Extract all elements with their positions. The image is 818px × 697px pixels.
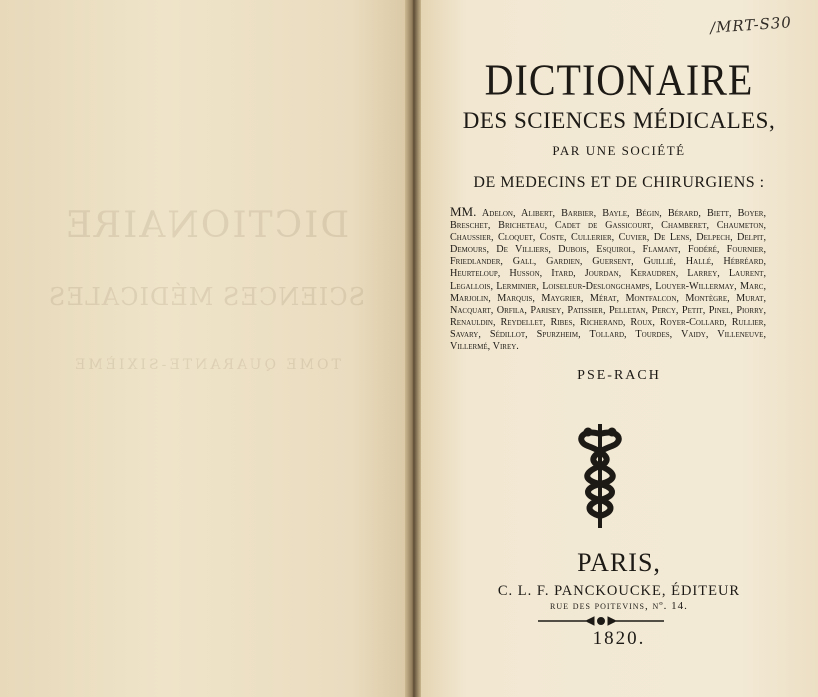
publisher-address: rue des poitevins, nº. 14. (550, 600, 688, 612)
authors-list (450, 206, 766, 353)
authors-names: Adelon, Alibert, Barbier, Bayle, Bégin, Bérard, Biett, Boyer, Breschet, Bricheteau, Cadet de Gassicourt, Chamberet, Chaumeton, Chaussier, Cloquet, Coste, Cullerier, Cuvier, De Lens, Delpech, Delpit, Demours, De Villiers, Dubois, Esquirol, Flamant, Fodéré, Fournier, Friedlander, Gall, Gardien, Guersent, Guillié, Hallé, Hébréard, Heurteloup, Husson, Itard, Jourdan, Keraudren, Larrey, Laurent, Legallois, Lerminier, Loiseleur-Deslongchamps, Louyer-Willermay, Marc, Marjolin, Marquis, Maygrier, Mérat, Montfalcon, Montègre, Murat, Nacquart, Orfila, Parisey, Patissier, Pelletan, Percy, Petit, Pinel, Piorry, Renauldin, Reydellet, Ribes, Richerand, Roux, Royer-Collard, Rullier, Savary, Sédillot, Spurzheim, Tollard, Tourdes, Vaidy, Villeneuve, Villermé, Virey. (450, 208, 766, 353)
publication-year: 1820. (592, 628, 646, 649)
bleed-through-volume: TOME QUARANTE-SIXIÈME (72, 357, 341, 373)
publisher: C. L. F. PANCKOUCKE, ÉDITEUR (497, 583, 741, 599)
printer-ornament-icon (538, 616, 664, 626)
volume-range: PSE-RACH (577, 368, 661, 383)
authors-prefix: MM. (450, 204, 477, 219)
city: PARIS, (577, 548, 661, 577)
bleed-through-title: DICTIONAIRE (63, 205, 350, 246)
caduceus-icon (570, 420, 630, 532)
handwritten-shelfmark: /MRT-S30 (709, 13, 793, 37)
book-title: DICTIONAIRE (484, 54, 754, 105)
medecins-line: DE MEDECINS ET DE CHIRURGIENS : (473, 174, 765, 191)
par-une-societe: PAR UNE SOCIÉTÉ (552, 143, 686, 158)
book-subtitle: DES SCIENCES MÉDICALES, (462, 108, 776, 133)
book-gutter (405, 0, 421, 697)
bleed-through-subtitle: SCIENCES MÉDICALES (47, 283, 366, 311)
